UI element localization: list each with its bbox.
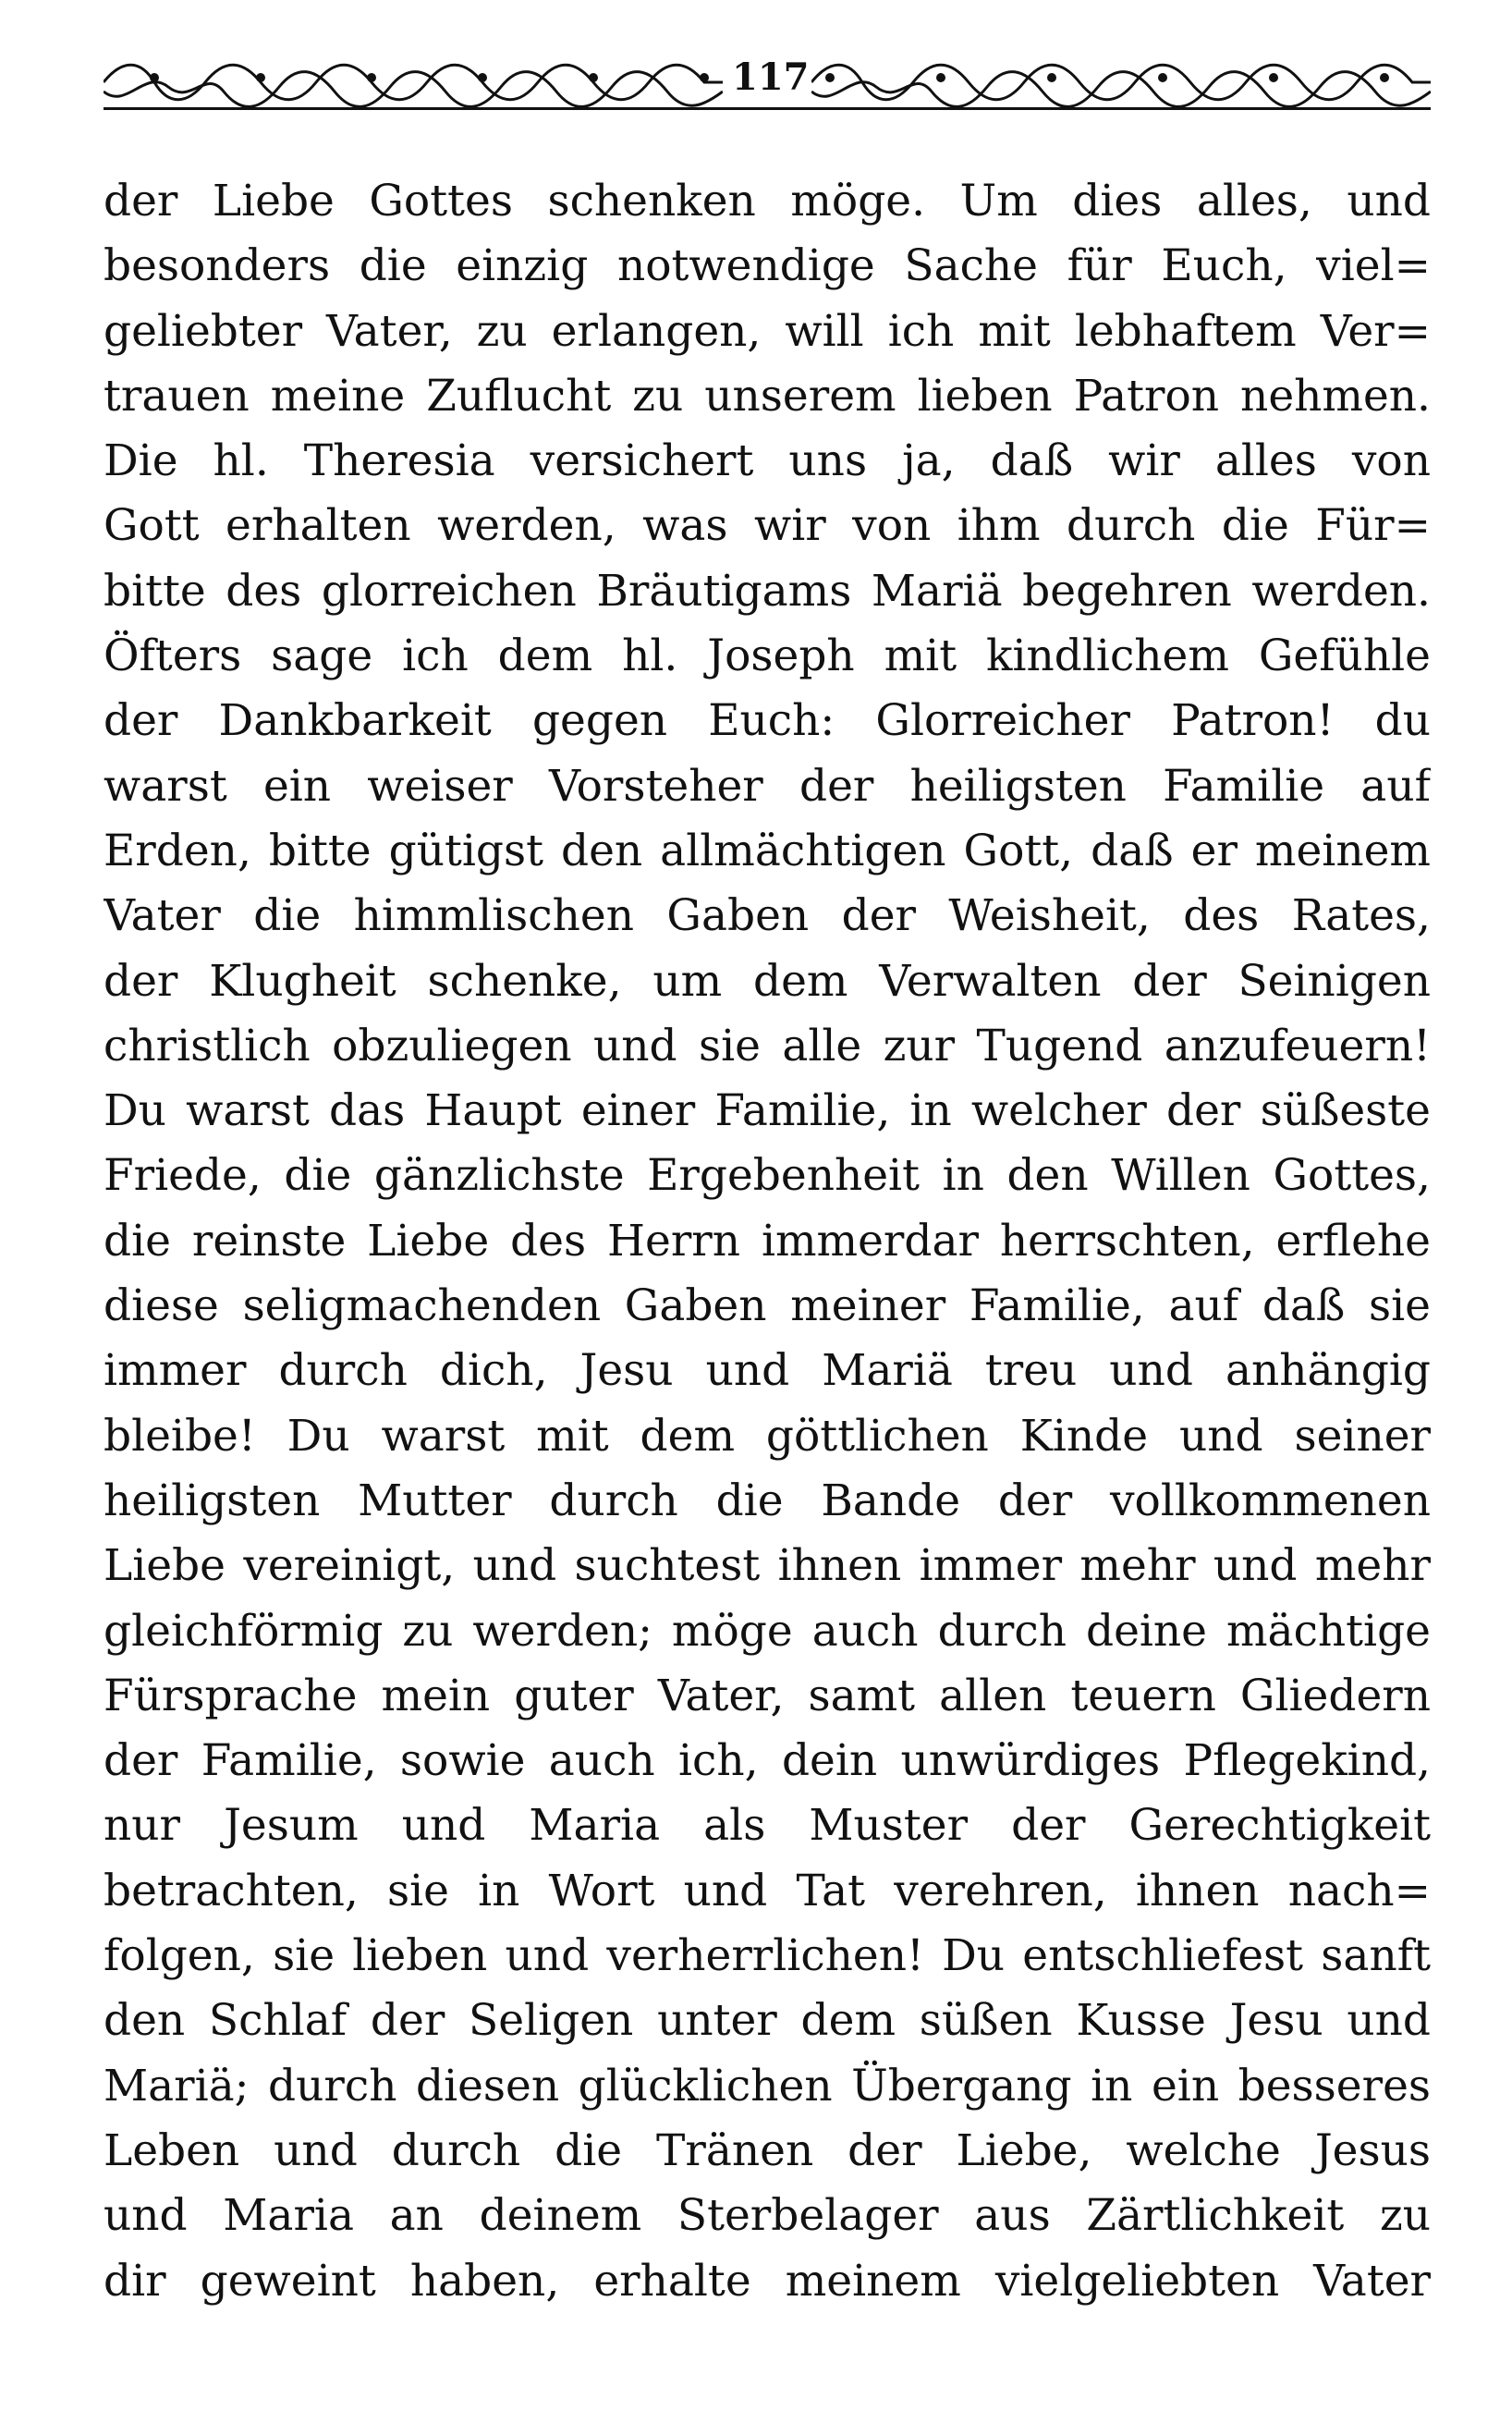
text-line: warst ein weiser Vorsteher der heiligsten Familie auf	[104, 760, 1431, 812]
text-line: betrachten, sie in Wort und Tat verehren, ihnen nach=	[104, 1865, 1431, 1916]
text-line: bleibe! Du warst mit dem göttlichen Kinde und seiner	[104, 1410, 1431, 1462]
text-line: Fürsprache mein guter Vater, samt allen teuern Gliedern	[104, 1670, 1431, 1721]
text-line: Die hl. Theresia versichert uns ja, daß wir alles von	[104, 435, 1431, 487]
text-line: nur Jesum und Maria als Muster der Gerechtigkeit	[104, 1800, 1431, 1852]
text-line: christlich obzuliegen und sie alle zur Tugend anzufeuern!	[104, 1020, 1431, 1071]
text-line: der Dankbarkeit gegen Euch: Glorreicher Patron! du	[104, 695, 1431, 747]
text-line: der Familie, sowie auch ich, dein unwürdiges Pflegekind,	[104, 1735, 1431, 1787]
page-number: 117	[732, 55, 810, 99]
text-line: heiligsten Mutter durch die Bande der vollkommenen	[104, 1475, 1431, 1526]
running-header	[104, 50, 1431, 115]
text-line: der Liebe Gottes schenken möge. Um dies alles, und	[104, 176, 1431, 226]
text-line: folgen, sie lieben und verherrlichen! Du entschliefest sanft	[104, 1930, 1431, 1982]
text-line: diese seligmachenden Gaben meiner Familie, auf daß sie	[104, 1280, 1431, 1332]
text-line: der Klugheit schenke, um dem Verwalten der Seinigen	[104, 955, 1431, 1007]
text-line: den Schlaf der Seligen unter dem süßen Kusse Jesu und	[104, 1995, 1431, 2047]
text-line: dir geweint haben, erhalte meinem vielgeliebten Vater	[104, 2255, 1431, 2307]
text-line: Friede, die gänzlichste Ergebenheit in den Willen Gottes,	[104, 1150, 1431, 1202]
text-line: Mariä; durch diesen glücklichen Übergang in ein besseres	[104, 2060, 1431, 2112]
text-line: Erden, bitte gütigst den allmächtigen Gott, daß er meinem	[104, 825, 1431, 876]
text-line: Gott erhalten werden, was wir von ihm durch die Für=	[104, 500, 1431, 552]
text-line: Vater die himmlischen Gaben der Weisheit, des Rates,	[104, 890, 1431, 942]
text-line: Liebe vereinigt, und suchtest ihnen immer mehr und mehr	[104, 1540, 1431, 1592]
text-line: immer durch dich, Jesu und Mariä treu und anhängig	[104, 1345, 1431, 1397]
body-text	[104, 169, 1431, 2314]
ornament-left-icon	[104, 50, 723, 115]
text-line: Du warst das Haupt einer Familie, in welcher der süßeste	[104, 1085, 1431, 1137]
ornament-right-icon	[811, 50, 1431, 115]
text-line: besonders die einzig notwendige Sache für Euch, viel=	[104, 240, 1431, 292]
text-line: geliebter Vater, zu erlangen, will ich mit lebhaftem Ver=	[104, 305, 1431, 357]
text-line: trauen meine Zuflucht zu unserem lieben Patron nehmen.	[104, 370, 1431, 422]
text-line: Leben und durch die Tränen der Liebe, welche Jesus	[104, 2124, 1431, 2176]
text-line: bitte des glorreichen Bräutigams Mariä begehren werden.	[104, 565, 1431, 617]
text-line: Öfters sage ich dem hl. Joseph mit kindlichem Gefühle	[104, 630, 1431, 682]
text-line: und Maria an deinem Sterbelager aus Zärtlichkeit zu	[104, 2190, 1431, 2242]
header-rule	[104, 107, 1431, 110]
text-line: die reinste Liebe des Herrn immerdar herrschten, erflehe	[104, 1215, 1431, 1267]
text-line: gleichförmig zu werden; möge auch durch deine mächtige	[104, 1605, 1431, 1657]
